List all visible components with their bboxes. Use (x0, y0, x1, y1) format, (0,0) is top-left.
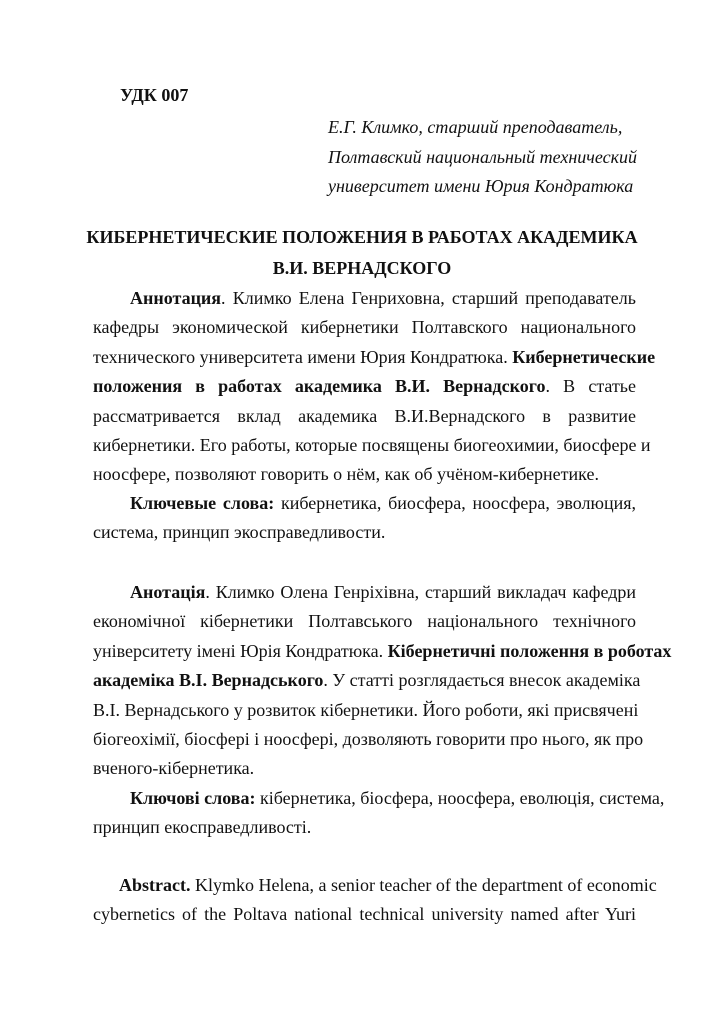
text-line (130, 492, 636, 514)
text-line (93, 669, 641, 691)
text: . В статье (545, 376, 637, 397)
text: кибернетики. Его работы, которые посвящены биогеохимии, биосфере и (93, 435, 651, 455)
author-line: Е.Г. Климко, старший преподаватель, (328, 117, 623, 137)
text: кибернетика, биосфера, ноосфера, эволюция, (274, 493, 637, 513)
text-line (130, 787, 665, 809)
text-line (93, 463, 636, 485)
text: cybernetics of the Poltava national technical university named after Yuri (93, 904, 636, 925)
text-line (93, 816, 636, 838)
bold-text: Ключевые слова: (130, 493, 275, 513)
udk-code: УДК 007 (120, 85, 189, 105)
text-line (93, 610, 636, 632)
text: економічної кібернетики Полтавського національного технічного (93, 611, 636, 632)
text: біогеохімії, біосфері і ноосфері, дозволяють говорити про нього, як про (93, 729, 644, 749)
text-line (93, 757, 636, 779)
bold-text: Аннотация (130, 288, 222, 308)
title-line: В.И. ВЕРНАДСКОГО (272, 258, 452, 278)
bold-text: Кібернетичні положення в роботах (387, 640, 672, 661)
text-line (93, 903, 636, 925)
text-line (93, 375, 636, 397)
text-line (93, 640, 672, 662)
text-line (119, 874, 657, 896)
author-line: Полтавский национальный технический (328, 147, 638, 167)
text-line (93, 316, 636, 338)
text-line (93, 521, 636, 543)
bold-text: академіка В.І. Вернадського (93, 670, 324, 691)
text-line (93, 346, 656, 368)
bold-text: Анотація (130, 582, 206, 602)
title-line: КИБЕРНЕТИЧЕСКИЕ ПОЛОЖЕНИЯ В РАБОТАХ АКАДЕМИКА (86, 227, 638, 247)
text-line (93, 728, 644, 750)
bold-text: положения в работах академика В.И. Вернадского (93, 376, 546, 397)
text-line (130, 287, 636, 309)
text: . Климко Елена Генриховна, старший преподаватель (221, 288, 636, 308)
text: ноосфере, позволяют говорить о нём, как об учёном-кибернетике. (93, 464, 599, 485)
text: рассматривается вклад академика В.И.Вернадского в развитие (93, 405, 636, 426)
text: вченого-кібернетика. (93, 758, 255, 779)
text: кафедры экономической кибернетики Полтавского национального (93, 317, 636, 338)
author-line: университет имени Юрия Кондратюка (328, 176, 634, 196)
text: університету імені Юрія Кондратюка. (93, 640, 388, 661)
text: В.І. Вернадського у розвиток кібернетики. Його роботи, які присвячені (93, 699, 639, 720)
bold-text: Abstract. (119, 875, 191, 895)
text: Klymko Helena, a senior teacher of the department of economic (190, 875, 657, 895)
text: . У статті розглядається внесок академіка (323, 670, 641, 691)
bold-text: Кибернетические (512, 346, 656, 367)
text-line (93, 699, 639, 721)
text-line (93, 405, 636, 427)
text: принцип екосправедливості. (93, 817, 312, 838)
text: технического университета имени Юрия Кондратюка. (93, 346, 513, 367)
text: . Климко Олена Генріхівна, старший викладач кафедри (205, 582, 636, 602)
text-line (93, 434, 651, 456)
text: система, принцип экосправедливости. (93, 522, 386, 543)
text: кібернетика, біосфера, ноосфера, еволюція, система, (255, 788, 665, 808)
text-line (130, 581, 636, 603)
bold-text: Ключові слова: (130, 788, 256, 808)
